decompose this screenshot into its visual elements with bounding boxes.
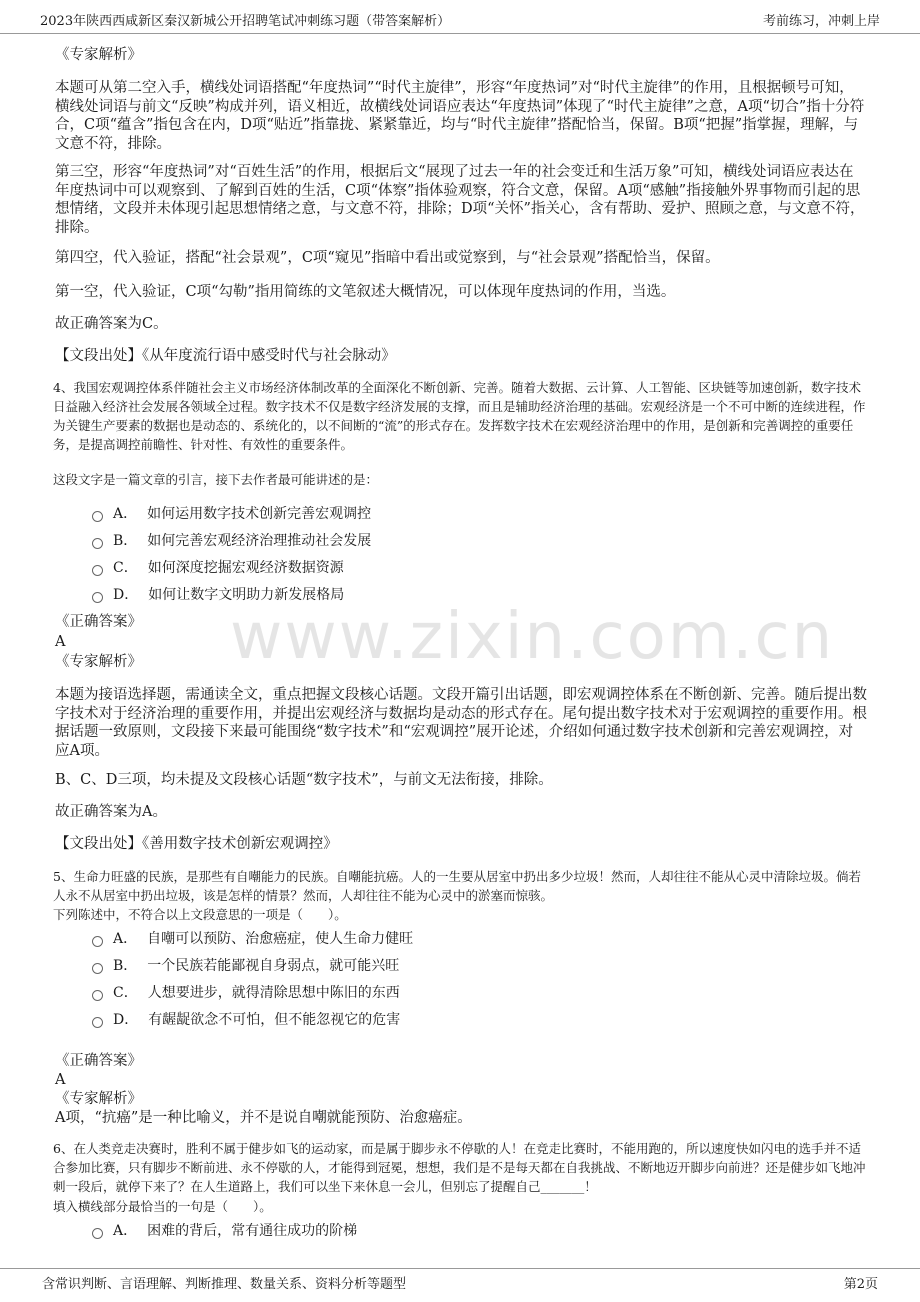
document-title: 2023年陕西西咸新区秦汉新城公开招聘笔试冲刺练习题（带答案解析） bbox=[40, 14, 451, 29]
q6-stem: 6、在人类竞走决赛时，胜利不属于健步如飞的运动家，而是属于脚步永不停歇的人！在竞走比赛时，不能用跑的，所以速度快如闪电的选手并不适合参加比赛，只有脚步不断前进、永不停歇的人，才能得到冠冕，想想，我们是不是每天都在自我挑战、不断地迈开脚步向前进？还是健步如飞地冲刺一段后，就停下来了？在人生道路上，我们可以坐下来休息一会儿，但别忘了提醒自己_______！ bbox=[53, 1141, 866, 1194]
q6-question: 填入横线部分最恰当的一句是（ ）。 bbox=[53, 1199, 272, 1214]
q3-source: 【文段出处】《从年度流行语中感受时代与社会脉动》 bbox=[55, 348, 396, 364]
q4-analysis-para2: B、C、D三项，均未提及文段核心话题“数字技术”，与前文无法衔接，排除。 bbox=[55, 772, 553, 788]
footer-categories: 含常识判断、言语理解、判断推理、数量关系、资料分析等题型 bbox=[42, 1277, 407, 1292]
page-footer bbox=[0, 1268, 920, 1302]
radio-button[interactable] bbox=[92, 592, 103, 603]
header-slogan: 考前练习，冲刺上岸 bbox=[762, 14, 880, 29]
q3-analysis-para3: 第四空，代入验证，搭配“社会景观”，C项“窥见”指暗中看出或觉察到，与“社会景观”搭配恰当，保留。 bbox=[55, 250, 720, 266]
q4-stem: 4、我国宏观调控体系伴随社会主义市场经济体制改革的全面深化不断创新、完善。随着大数据、云计算、人工智能、区块链等加速创新，数字技术日益融入经济社会发展各领域全过程。数字技术不仅是数字经济发展的支撑，而且是辅助经济治理的基础。宏观经济是一个不可中断的连续进程，作为关键生产要素的数据也是动态的、系统化的，以不间断的“流”的形式存在。发挥数字技术在宏观经济治理中的作用，是创新和完善调控的重要任务，是提高调控前瞻性、针对性、有效性的重要条件。 bbox=[53, 380, 866, 452]
q4-answer: A bbox=[55, 634, 66, 650]
q5-stem: 5、生命力旺盛的民族，是那些有自嘲能力的民族。自嘲能抗癌。人的一生要从居室中扔出多少垃圾！然而，人却往往不能从心灵中清除垃圾。倘若人永不从居室中扔出垃圾，该是怎样的情景？然而，人却往往不能为心灵中的淤塞而惊骇。 bbox=[53, 869, 861, 903]
q4-option-d[interactable]: D． 如何让数字文明助力新发展格局 bbox=[92, 586, 344, 604]
q4-conclusion: 故正确答案为A。 bbox=[55, 804, 167, 820]
watermark: www.zixin.com.cn bbox=[230, 600, 835, 674]
q5-option-b[interactable]: B． 一个民族若能鄙视自身弱点，就可能兴旺 bbox=[92, 957, 399, 975]
radio-button[interactable] bbox=[92, 990, 103, 1001]
q6-option-a[interactable]: A． 困难的背后，常有通往成功的阶梯 bbox=[92, 1222, 357, 1240]
q5-option-a[interactable]: A． 自嘲可以预防、治愈癌症，使人生命力健旺 bbox=[92, 930, 413, 948]
q4-option-c[interactable]: C． 如何深度挖掘宏观经济数据资源 bbox=[92, 559, 344, 577]
radio-button[interactable] bbox=[92, 963, 103, 974]
q5-answer-label: 《正确答案》 bbox=[55, 1053, 142, 1069]
q5-answer: A bbox=[55, 1072, 66, 1088]
q5-analysis: A项，“抗癌”是一种比喻义，并不是说自嘲就能预防、治愈癌症。 bbox=[55, 1110, 472, 1126]
q4-analysis-para1: 本题为接语选择题，需通读全文，重点把握文段核心话题。文段开篇引出话题，即宏观调控体系在不断创新、完善。随后提出数字技术对于经济治理的重要作用，并提出宏观经济与数据均是动态的形式存在。尾句提出数字技术对于宏观调控的重要作用。根据话题一致原则，文段接下来最可能围绕“数字技术”和“宏观调控”展开论述，介绍如何通过数字技术创新和完善宏观调控，对应A项。 bbox=[55, 687, 867, 759]
q4-analysis-label: 《专家解析》 bbox=[55, 654, 142, 670]
q3-analysis-label: 《专家解析》 bbox=[55, 47, 142, 63]
q4-answer-label: 《正确答案》 bbox=[55, 614, 142, 630]
q5-option-c[interactable]: C． 人想要进步，就得清除思想中陈旧的东西 bbox=[92, 984, 400, 1002]
radio-button[interactable] bbox=[92, 511, 103, 522]
q5-option-d[interactable]: D． 有龌龊欲念不可怕，但不能忽视它的危害 bbox=[92, 1011, 400, 1029]
q4-option-a[interactable]: A． 如何运用数字技术创新完善宏观调控 bbox=[92, 505, 371, 523]
q3-analysis-para4: 第一空，代入验证，C项“勾勒”指用简练的文笔叙述大概情况，可以体现年度热词的作用，当选。 bbox=[55, 284, 676, 300]
q4-source: 【文段出处】《善用数字技术创新宏观调控》 bbox=[55, 836, 338, 852]
radio-button[interactable] bbox=[92, 565, 103, 576]
radio-button[interactable] bbox=[92, 1228, 103, 1239]
q4-option-b[interactable]: B． 如何完善宏观经济治理推动社会发展 bbox=[92, 532, 371, 550]
q3-conclusion: 故正确答案为C。 bbox=[55, 316, 168, 332]
radio-button[interactable] bbox=[92, 1017, 103, 1028]
q5-question: 下列陈述中，不符合以上文段意思的一项是（ ）。 bbox=[53, 907, 347, 922]
radio-button[interactable] bbox=[92, 538, 103, 549]
q4-question: 这段文字是一篇文章的引言，接下去作者最可能讲述的是： bbox=[53, 472, 379, 487]
page-number: 第2页 bbox=[843, 1277, 878, 1292]
radio-button[interactable] bbox=[92, 936, 103, 947]
q5-analysis-label: 《专家解析》 bbox=[55, 1091, 142, 1107]
q3-analysis-para2: 第三空，形容“年度热词”对“百姓生活”的作用，根据后文“展现了过去一年的社会变迁和生活万象”可知，横线处词语应表达在年度热词中可以观察到、了解到百姓的生活，C项“体察”指体验观察，符合文意，保留。A项“感触”指接触外界事物而引起的思想情绪，文段并未体现引起思想情绪之意，与文意不符，排除；D项“关怀”指关心，含有帮助、爱护、照顾之意，与文意不符，排除。 bbox=[55, 164, 865, 236]
q3-analysis-para1: 本题可从第二空入手，横线处词语搭配“年度热词”“时代主旋律”，形容“年度热词”对“时代主旋律”的作用，且根据顿号可知，横线处词语与前文“反映”构成并列，语义相近，故横线处词语应表达“年度热词”体现了“时代主旋律”之意，A项“切合”指十分符合，C项“蕴含”指包含在内，D项“贴近”指靠拢、紧紧靠近，均与“时代主旋律”搭配恰当，保留。B项“把握”指掌握，理解，与文意不符，排除。 bbox=[55, 80, 865, 152]
